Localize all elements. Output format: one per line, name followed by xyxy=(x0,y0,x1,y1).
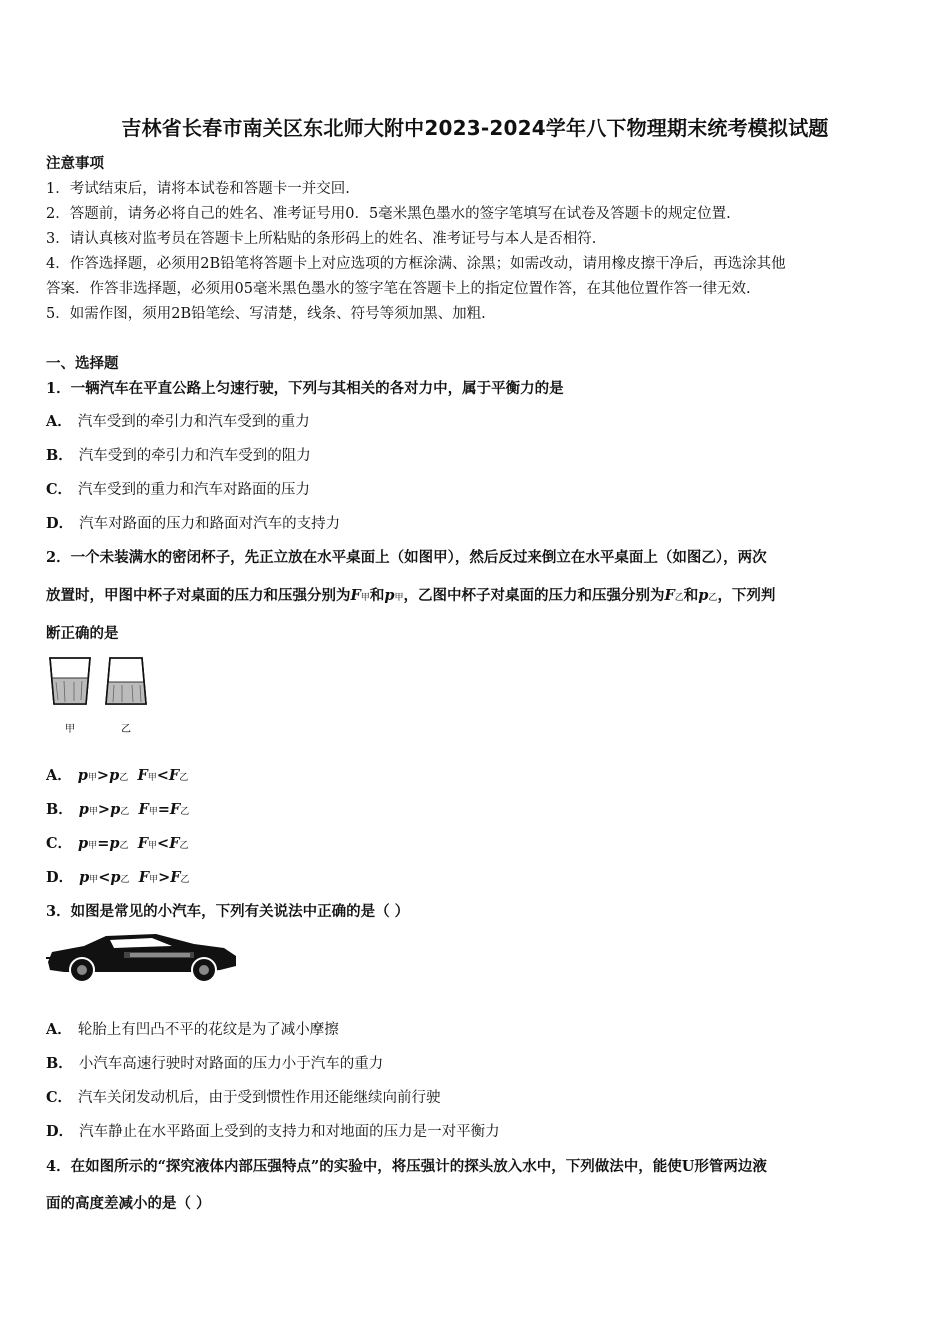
option-label: C． xyxy=(46,481,73,498)
question-1-stem: 1．一辆汽车在平直公路上匀速行驶，下列与其相关的各对力中，属于平衡力的是 xyxy=(46,380,564,397)
option-text: 汽车对路面的压力和路面对汽车的支持力 xyxy=(79,516,341,532)
notice-item: 答案．作答非选择题，必须用05毫米黑色墨水的签字笔在答题卡上的指定位置作答，在其他位置作答一律无效. xyxy=(46,281,751,297)
figure-label-yi: 乙 xyxy=(121,724,131,735)
sports-car-icon xyxy=(46,934,236,982)
notice-heading: 注意事项 xyxy=(46,155,104,172)
q3-option-d[interactable]: D． 汽车静止在水平路面上受到的支持力和对地面的压力是一对平衡力 xyxy=(46,1123,500,1140)
q3-option-b[interactable]: B． 小汽车高速行驶时对路面的压力小于汽车的重力 xyxy=(46,1055,384,1072)
q3-option-c[interactable]: C． 汽车关闭发动机后，由于受到惯性作用还能继续向前行驶 xyxy=(46,1089,441,1106)
q2-option-a[interactable]: A． p甲>p乙 F甲<F乙 xyxy=(46,767,189,784)
cup-inverted-icon xyxy=(106,658,146,704)
cup-upright-icon xyxy=(50,658,90,704)
notice-item: 5．如需作图，须用2B铅笔绘、写清楚，线条、符号等须加黑、加粗. xyxy=(46,306,486,322)
option-text: 汽车受到的牵引力和汽车受到的阻力 xyxy=(78,448,311,464)
option-text: 汽车受到的牵引力和汽车受到的重力 xyxy=(77,414,310,430)
question-3-stem: 3．如图是常见的小汽车，下列有关说法中正确的是（ ） xyxy=(46,903,410,920)
q1-option-d[interactable] xyxy=(46,512,340,533)
section-heading: 一、选择题 xyxy=(46,355,119,372)
question-4-stem-line2: 面的高度差减小的是（ ） xyxy=(46,1195,211,1212)
notice-item: 2．答题前，请务必将自己的姓名、准考证号用0．5毫米黑色墨水的签字笔填写在试卷及答题卡的规定位置. xyxy=(46,206,731,222)
notice-item: 1．考试结束后，请将本试卷和答题卡一并交回. xyxy=(46,181,350,197)
sports-car-figure xyxy=(44,928,240,984)
option-text: 汽车受到的重力和汽车对路面的压力 xyxy=(78,482,311,498)
option-label: A． xyxy=(46,413,72,430)
notice-item: 3．请认真核对监考员在答题卡上所粘贴的条形码上的姓名、准考证号与本人是否相符. xyxy=(46,231,597,247)
question-2-stem-line1: 2．一个未装满水的密闭杯子，先正立放在水平桌面上（如图甲），然后反过来倒立在水平桌面上（如图乙），两次 xyxy=(46,549,767,566)
question-2-stem-line3: 断正确的是 xyxy=(46,625,119,642)
option-label: D． xyxy=(46,515,74,532)
question-4-stem-line1: 4．在如图所示的“探究液体内部压强特点”的实验中，将压强计的探头放入水中，下列做法中，能使U形管两边液 xyxy=(46,1158,767,1175)
q1-option-b[interactable] xyxy=(46,444,311,465)
figure-label-jia: 甲 xyxy=(65,724,75,735)
q1-option-a[interactable] xyxy=(46,410,310,431)
q2-option-c[interactable]: C． p甲=p乙 F甲<F乙 xyxy=(46,835,189,852)
cups-figure xyxy=(44,652,159,740)
q3-option-a[interactable]: A． 轮胎上有凹凸不平的花纹是为了减小摩擦 xyxy=(46,1021,339,1038)
notice-item: 4．作答选择题，必须用2B铅笔将答题卡上对应选项的方框涂满、涂黑；如需改动，请用橡皮擦干净后，再选涂其他 xyxy=(46,256,786,272)
option-label: B． xyxy=(46,447,73,464)
page-title: 吉林省长春市南关区东北师大附中2023-2024学年八下物理期末统考模拟试题 xyxy=(121,116,829,140)
q2-option-d[interactable]: D． p甲<p乙 F甲>F乙 xyxy=(46,869,190,886)
q1-option-c[interactable] xyxy=(46,478,310,499)
question-2-stem-line2: 放置时，甲图中杯子对桌面的压力和压强分别为F甲和p甲，乙图中杯子对桌面的压力和压强分别为F乙和p乙，下列判 xyxy=(46,587,776,604)
q2-option-b[interactable]: B． p甲>p乙 F甲=F乙 xyxy=(46,801,190,818)
